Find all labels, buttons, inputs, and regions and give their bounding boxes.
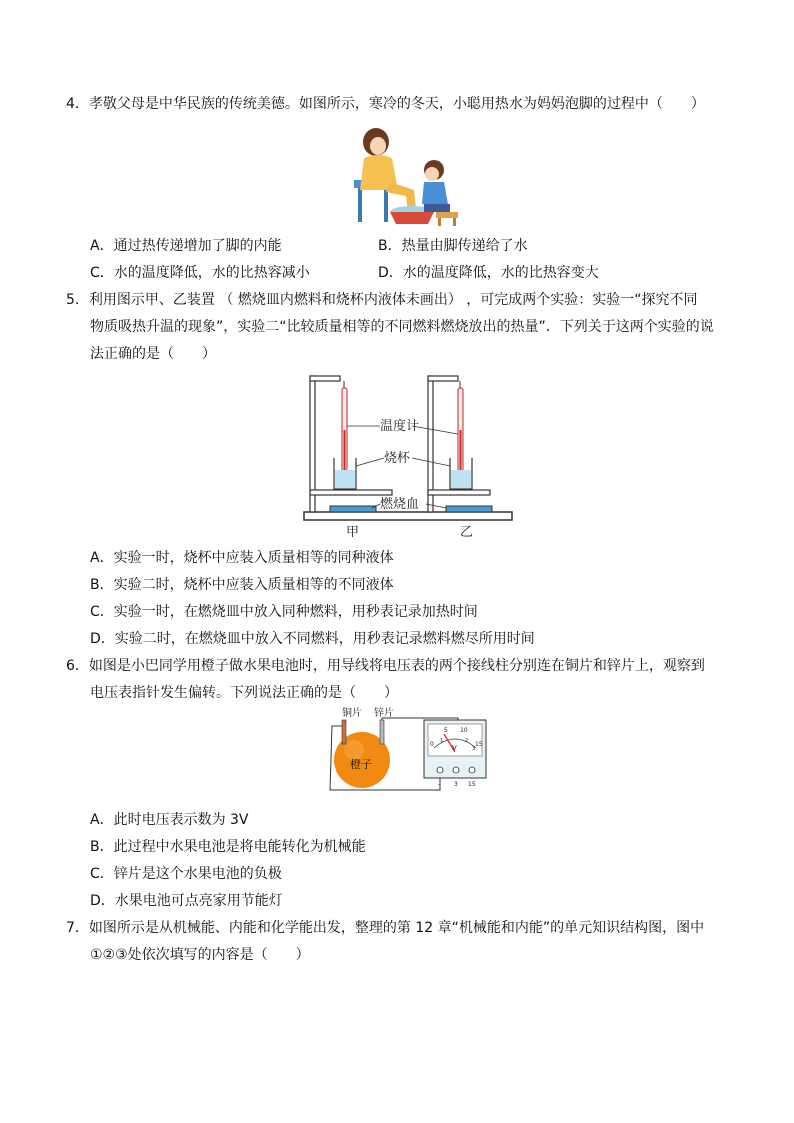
svg-text:10: 10 — [460, 727, 468, 734]
label-jia: 甲 — [346, 525, 360, 540]
svg-text:3: 3 — [472, 746, 476, 752]
stand-ring-right — [428, 490, 490, 495]
q5-stem-line-1: 5．利用图示甲、乙装置 （ 燃烧皿内燃料和烧杯内液体未画出） ，可完成两个实验：实验一“探究不同 — [66, 292, 698, 308]
burner-dish-left — [330, 506, 376, 512]
q5-number: 5． — [66, 292, 89, 308]
mother-face — [370, 137, 386, 155]
stand-ring-left — [310, 490, 392, 495]
q6-option-a: A．此时电压表示数为 3V — [90, 812, 249, 828]
svg-text:15: 15 — [468, 781, 476, 788]
q7-stem-line-1: 7．如图所示是从机械能、内能和化学能出发，整理的第 12 章“机械能和内能”的单元知识结构图，图中 — [66, 920, 705, 936]
q7-stem-line-2: ①②③处依次填写的内容是（ ） — [90, 947, 310, 963]
svg-text:-: - — [438, 781, 441, 788]
svg-text:15: 15 — [475, 741, 483, 748]
terminal-15 — [469, 767, 475, 773]
child-stool — [436, 212, 458, 218]
burner-dish-right — [446, 506, 492, 512]
terminal-3 — [453, 767, 459, 773]
q4-option-d: D．水的温度降低，水的比热容变大 — [378, 265, 599, 281]
q6-option-d: D．水果电池可点亮家用节能灯 — [90, 893, 283, 909]
child-face — [425, 167, 439, 181]
voltmeter-unit: V — [452, 744, 457, 752]
label-zinc: 锌片 — [374, 708, 394, 719]
q4-option-b: B．热量由脚传递给了水 — [378, 238, 528, 254]
label-beaker: 烧杯 — [384, 451, 411, 466]
svg-text:1: 1 — [440, 738, 444, 744]
q5-stem-line-3: 法正确的是（ ） — [90, 346, 216, 362]
q4-stem: 孝敬父母是中华民族的传统美德。如图所示，寒冷的冬天，小聪用热水为妈妈泡脚的过程中（ ） — [88, 96, 705, 112]
q5-option-a: A．实验一时，烧杯中应装入质量相等的同种液体 — [90, 550, 394, 566]
apparatus-base — [304, 512, 512, 520]
q4-option-a: A．通过热传递增加了脚的内能 — [90, 238, 282, 254]
zinc-plate — [380, 720, 384, 744]
q5-option-c: C．实验一时，在燃烧皿中放入同种燃料，用秒表记录加热时间 — [90, 604, 478, 620]
q5-option-b: B．实验二时，烧杯中应装入质量相等的不同液体 — [90, 577, 394, 593]
terminal-minus — [437, 767, 443, 773]
svg-text:5: 5 — [444, 727, 448, 734]
q4-stem-line — [66, 94, 705, 114]
child-shirt — [422, 182, 448, 204]
svg-text:3: 3 — [454, 781, 458, 788]
q5-option-d: D．实验二时，在燃烧皿中放入不同燃料，用秒表记录燃料燃尽所用时间 — [90, 631, 535, 647]
q7-number: 7． — [66, 920, 89, 936]
label-burner-dish: 燃烧血 — [380, 497, 420, 512]
q6-option-c: C．锌片是这个水果电池的负极 — [90, 866, 282, 882]
svg-text:0: 0 — [430, 741, 434, 748]
svg-text:2: 2 — [465, 738, 469, 744]
q4-option-c: C．水的温度降低，水的比热容减小 — [90, 265, 310, 281]
q5-stem-line-2: 物质吸热升温的现象”，实验二“比较质量相等的不同燃料燃烧放出的热量”．下列关于这两个实验的说 — [90, 319, 714, 335]
chair-leg-left — [358, 188, 362, 222]
q6-number: 6． — [66, 658, 89, 674]
copper-plate — [342, 720, 346, 744]
q6-option-b: B．此过程中水果电池是将电能转化为机械能 — [90, 839, 366, 855]
label-orange: 橙子 — [350, 758, 372, 771]
heating-apparatus-figure — [300, 370, 520, 542]
chair-leg-right — [384, 188, 388, 222]
basin — [390, 212, 434, 224]
label-thermometer: 温度计 — [380, 419, 420, 434]
foot-soak-illustration — [350, 120, 460, 228]
q6-stem-line-2: 电压表指针发生偏转。下列说法正确的是（ ） — [90, 685, 398, 701]
label-yi: 乙 — [460, 525, 474, 540]
q4-number: 4． — [66, 96, 89, 112]
child-pants — [424, 204, 450, 212]
fruit-battery-figure — [320, 706, 490, 802]
label-copper: 铜片 — [342, 708, 362, 719]
q6-stem-line-1: 6．如图是小巴同学用橙子做水果电池时，用导线将电压表的两个接线柱分别连在铜片和锌片上，观察到 — [66, 658, 705, 674]
